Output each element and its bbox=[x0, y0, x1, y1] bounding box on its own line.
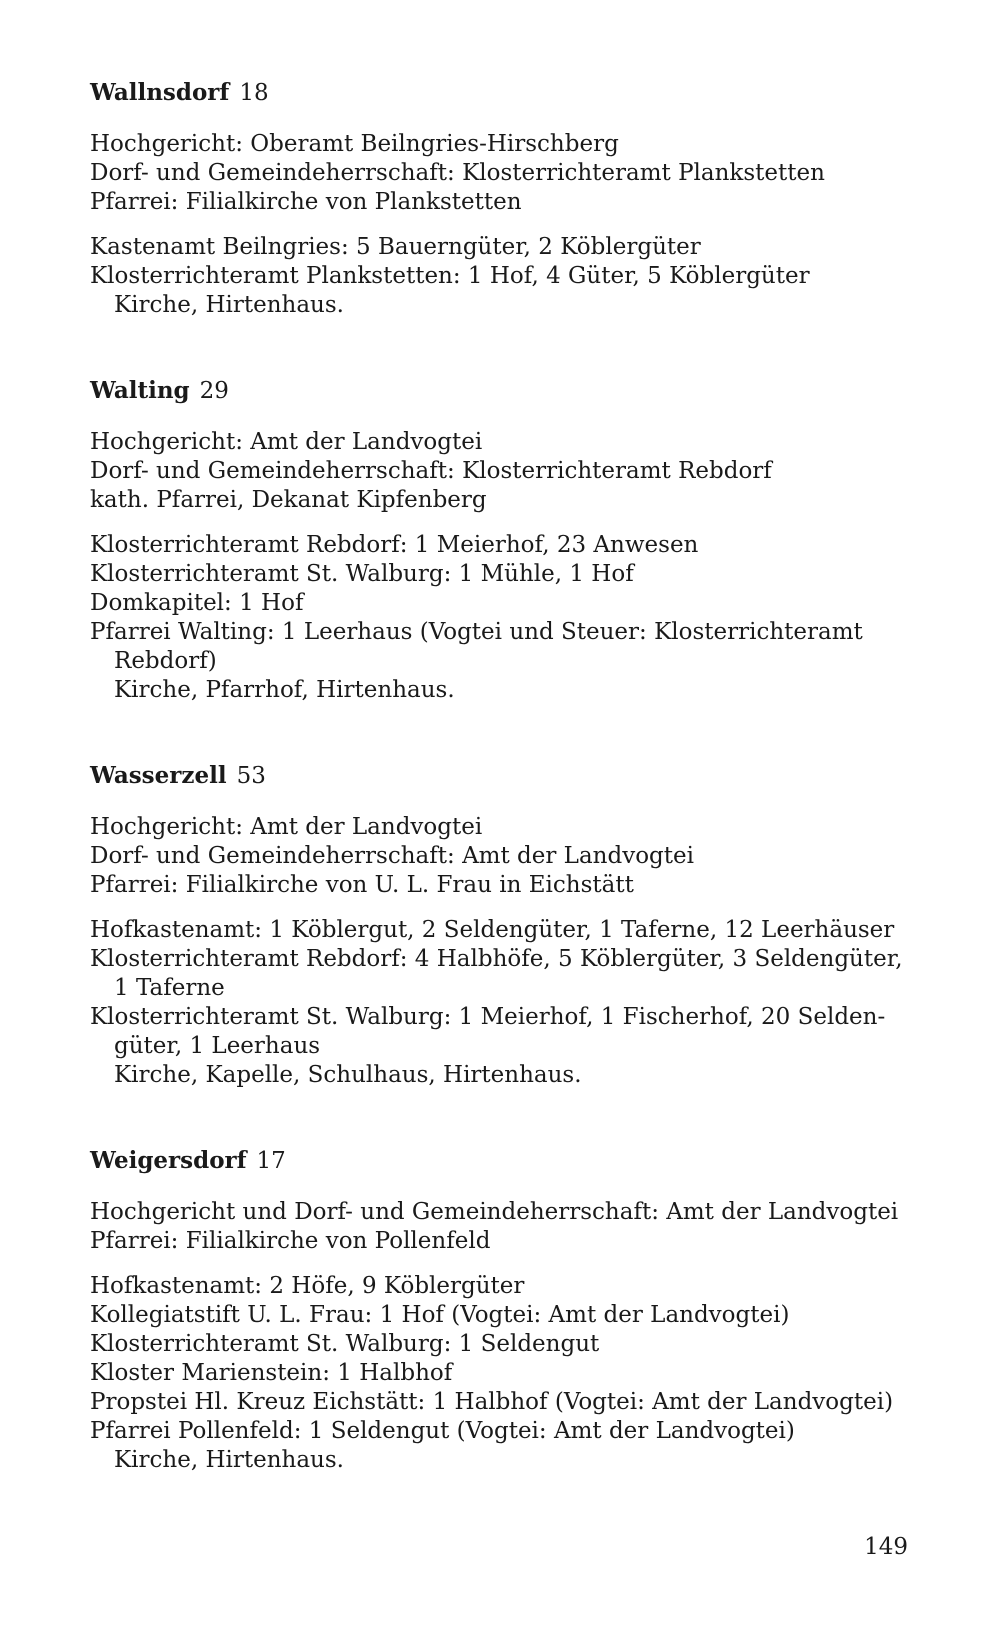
page-number: 149 bbox=[864, 1534, 908, 1560]
place-name: Walting bbox=[90, 377, 190, 404]
entry-heading bbox=[90, 78, 950, 108]
holding-line: Klosterrichteramt St. Walburg: 1 Meierhof, 1 Fischerhof, 20 Selden- bbox=[90, 1004, 886, 1030]
entry-wallnsdorf bbox=[90, 78, 950, 320]
entry-weigersdorf bbox=[90, 1146, 950, 1475]
buildings-line: Kirche, Hirtenhaus. bbox=[114, 292, 344, 318]
place-count: 53 bbox=[236, 763, 266, 789]
jurisdiction-line: Dorf- und Gemeindeherrschaft: Amt der Landvogtei bbox=[90, 843, 694, 869]
holding-line: Domkapitel: 1 Hof bbox=[90, 590, 304, 616]
jurisdiction-line: kath. Pfarrei, Dekanat Kipfenberg bbox=[90, 487, 487, 513]
jurisdiction-line: Hochgericht: Oberamt Beilngries-Hirschberg bbox=[90, 131, 619, 157]
jurisdiction-line: Hochgericht: Amt der Landvogtei bbox=[90, 814, 483, 840]
holding-line: Kloster Marienstein: 1 Halbhof bbox=[90, 1360, 453, 1386]
place-count: 29 bbox=[199, 378, 229, 404]
buildings-line: Kirche, Kapelle, Schulhaus, Hirtenhaus. bbox=[114, 1062, 582, 1088]
page-body bbox=[90, 78, 950, 1475]
buildings-line: Kirche, Pfarrhof, Hirtenhaus. bbox=[114, 677, 455, 703]
holding-line-continued: güter, 1 Leerhaus bbox=[114, 1033, 321, 1059]
holding-line: Klosterrichteramt St. Walburg: 1 Mühle, 1 Hof bbox=[90, 561, 634, 587]
entry-heading bbox=[90, 376, 950, 406]
jurisdiction-line: Hochgericht: Amt der Landvogtei bbox=[90, 429, 483, 455]
jurisdiction-line: Pfarrei: Filialkirche von Pollenfeld bbox=[90, 1228, 491, 1254]
holding-line: Klosterrichteramt Rebdorf: 4 Halbhöfe, 5 Köblergüter, 3 Seldengüter, bbox=[90, 946, 903, 972]
jurisdiction-line: Dorf- und Gemeindeherrschaft: Klosterrichteramt Rebdorf bbox=[90, 458, 772, 484]
place-name: Wallnsdorf bbox=[90, 79, 230, 106]
place-count: 18 bbox=[239, 80, 269, 106]
place-count: 17 bbox=[256, 1148, 286, 1174]
place-name: Weigersdorf bbox=[90, 1147, 247, 1174]
holding-line-continued: 1 Taferne bbox=[114, 975, 225, 1001]
holding-line: Pfarrei Pollenfeld: 1 Seldengut (Vogtei: Amt der Landvogtei) bbox=[90, 1418, 795, 1444]
holding-line: Hofkastenamt: 1 Köblergut, 2 Seldengüter, 1 Taferne, 12 Leerhäuser bbox=[90, 917, 895, 943]
entry-walting bbox=[90, 376, 950, 705]
holding-line: Kastenamt Beilngries: 5 Bauerngüter, 2 Köblergüter bbox=[90, 234, 701, 260]
entry-wasserzell bbox=[90, 761, 950, 1090]
jurisdiction-line: Hochgericht und Dorf- und Gemeindeherrschaft: Amt der Landvogtei bbox=[90, 1199, 899, 1225]
holding-line-continued: Rebdorf) bbox=[114, 648, 217, 674]
holding-line: Propstei Hl. Kreuz Eichstätt: 1 Halbhof (Vogtei: Amt der Landvogtei) bbox=[90, 1389, 894, 1415]
place-name: Wasserzell bbox=[90, 762, 227, 789]
jurisdiction-line: Dorf- und Gemeindeherrschaft: Klosterrichteramt Plankstetten bbox=[90, 160, 825, 186]
buildings-line: Kirche, Hirtenhaus. bbox=[114, 1447, 344, 1473]
holding-line: Pfarrei Walting: 1 Leerhaus (Vogtei und Steuer: Klosterrichteramt bbox=[90, 619, 863, 645]
holding-line: Klosterrichteramt Rebdorf: 1 Meierhof, 23 Anwesen bbox=[90, 532, 699, 558]
entry-heading bbox=[90, 761, 950, 791]
holding-line: Klosterrichteramt Plankstetten: 1 Hof, 4 Güter, 5 Köblergüter bbox=[90, 263, 810, 289]
holding-line: Hofkastenamt: 2 Höfe, 9 Köblergüter bbox=[90, 1273, 525, 1299]
holding-line: Kollegiatstift U. L. Frau: 1 Hof (Vogtei: Amt der Landvogtei) bbox=[90, 1302, 790, 1328]
holding-line: Klosterrichteramt St. Walburg: 1 Seldengut bbox=[90, 1331, 600, 1357]
jurisdiction-line: Pfarrei: Filialkirche von Plankstetten bbox=[90, 189, 522, 215]
entry-heading bbox=[90, 1146, 950, 1176]
jurisdiction-line: Pfarrei: Filialkirche von U. L. Frau in Eichstätt bbox=[90, 872, 634, 898]
